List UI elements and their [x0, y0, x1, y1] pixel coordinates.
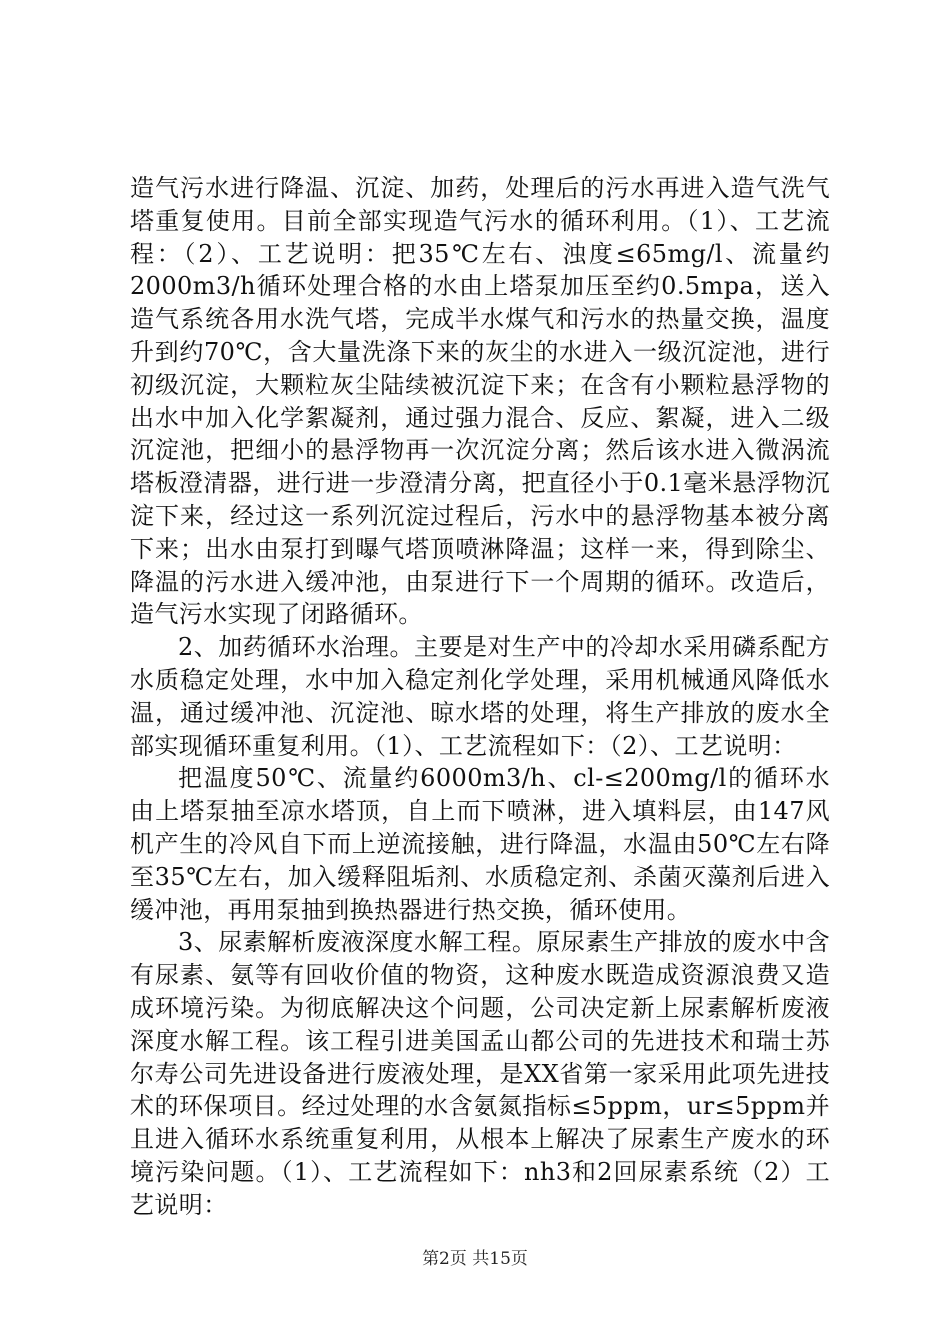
paragraph-2: 2、加药循环水治理。主要是对生产中的冷却水采用磷系配方水质稳定处理，水中加入稳定剂化学处理，采用机械通风降低水温，通过缓冲池、沉淀池、晾水塔的处理，将生产排放的废水全部实现循环重复利用。（1）、工艺流程如下：（2）、工艺说明： — [130, 633, 830, 760]
paragraph-4: 3、尿素解析废液深度水解工程。原尿素生产排放的废水中含有尿素、氨等有回收价值的物资，这种废水既造成资源浪费又造成环境污染。为彻底解决这个问题，公司决定新上尿素解析废液深度水解工程。该工程引进美国孟山都公司的先进技术和瑞士苏尔寿公司先进设备进行废液处理，是XX省第一家采用此项先进技术的环保项目。经过处理的水含氨氮指标≤5ppm，ur≤5ppm并且进入循环水系统重复利用，从根本上解决了尿素生产废水的环境污染问题。（1）、工艺流程如下：nh3和2回尿素系统（2）工艺说明： — [130, 928, 830, 1219]
paragraph-1: 造气污水进行降温、沉淀、加药，处理后的污水再进入造气洗气塔重复使用。目前全部实现造气污水的循环利用。（1）、工艺流程：（2）、工艺说明：把35℃左右、浊度≤65mg/l、流量约2000m3/h循环处理合格的水由上塔泵加压至约0.5mpa，送入造气系统各用水洗气塔，完成半水煤气和污水的热量交换，温度升到约70℃，含大量洗涤下来的灰尘的水进入一级沉淀池，进行初级沉淀，大颗粒灰尘陆续被沉淀下来；在含有小颗粒悬浮物的出水中加入化学絮凝剂，通过强力混合、反应、絮凝，进入二级沉淀池，把细小的悬浮物再一次沉淀分离；然后该水进入微涡流塔板澄清器，进行进一步澄清分离，把直径小于0.1毫米悬浮物沉淀下来，经过这一系列沉淀过程后，污水中的悬浮物基本被分离下来；出水由泵打到曝气塔顶喷淋降温；这样一来，得到除尘、降温的污水进入缓冲池，由泵进行下一个周期的循环。改造后，造气污水实现了闭路循环。 — [130, 174, 830, 629]
page-footer: 第2页 共15页 — [422, 1249, 528, 1269]
paragraph-3: 把温度50℃、流量约6000m3/h、cl-≤200mg/l的循环水由上塔泵抽至凉水塔顶，自上而下喷淋，进入填料层，由147风机产生的冷风自下而上逆流接触，进行降温，水温由50℃左右降至35℃左右，加入缓释阻垢剂、水质稳定剂、杀菌灭藻剂后进入缓冲池，再用泵抽到换热器进行热交换，循环使用。 — [130, 764, 830, 924]
document-body — [130, 172, 830, 1222]
